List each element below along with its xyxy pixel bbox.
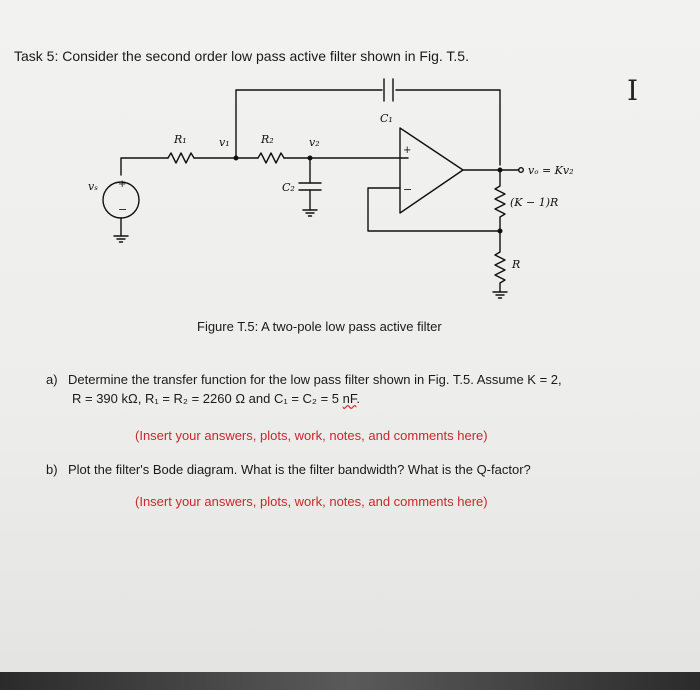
question-a <box>46 371 686 388</box>
question-b <box>46 462 531 477</box>
answer-placeholder-a[interactable]: (Insert your answers, plots, work, notes, and comments here) <box>135 428 488 443</box>
c2-label: C₂ <box>282 181 295 194</box>
r1-label: R₁ <box>174 133 187 146</box>
question-a-values: R = 390 kΩ, R₁ = R₂ = 2260 Ω and C₁ = C₂ = 5 <box>72 391 343 406</box>
output-label: vₒ = Kv₂ <box>528 164 574 177</box>
vs-label: vₛ <box>88 180 98 193</box>
opamp-plus-sign: + <box>403 145 412 156</box>
question-a-period: . <box>356 391 360 406</box>
answer-placeholder-b[interactable]: (Insert your answers, plots, work, notes, and comments here) <box>135 494 488 509</box>
r2-label: R₂ <box>261 133 274 146</box>
inverting-input-wire <box>368 188 500 231</box>
figure-caption: Figure T.5: A two-pole low pass active filter <box>197 319 442 334</box>
question-a-line1: Determine the transfer function for the low pass filter shown in Fig. T.5. Assume K = 2, <box>68 372 562 387</box>
question-a-line2 <box>72 391 360 406</box>
text-cursor-icon: I <box>627 74 639 107</box>
r2-resistor <box>258 153 284 163</box>
v2-label: v₂ <box>309 136 320 149</box>
question-b-letter: b) <box>46 462 58 477</box>
c1-right-wire <box>396 90 500 165</box>
ground-resistor <box>495 231 505 292</box>
question-a-unit: nF <box>342 391 357 406</box>
c1-label: C₁ <box>380 112 393 125</box>
op-amp <box>400 128 463 213</box>
node-v1 <box>234 156 238 160</box>
v1-label: v₁ <box>219 136 230 149</box>
question-a-letter: a) <box>46 372 58 387</box>
source-minus-sign: − <box>118 203 128 216</box>
task-title: Task 5: Consider the second order low pass active filter shown in Fig. T.5. <box>14 48 469 64</box>
feedback-resistor-label: (K − 1)R <box>510 196 559 209</box>
source-plus-sign: + <box>118 179 127 190</box>
output-terminal <box>519 168 524 173</box>
ground-resistor-label: R <box>512 258 521 271</box>
bottom-edge <box>0 672 700 690</box>
r1-resistor <box>168 153 194 163</box>
opamp-minus-sign: − <box>403 183 413 196</box>
source-top-wire <box>121 158 168 175</box>
feedback-resistor <box>495 170 505 231</box>
question-b-text: Plot the filter's Bode diagram. What is the filter bandwidth? What is the Q-factor? <box>68 462 531 477</box>
